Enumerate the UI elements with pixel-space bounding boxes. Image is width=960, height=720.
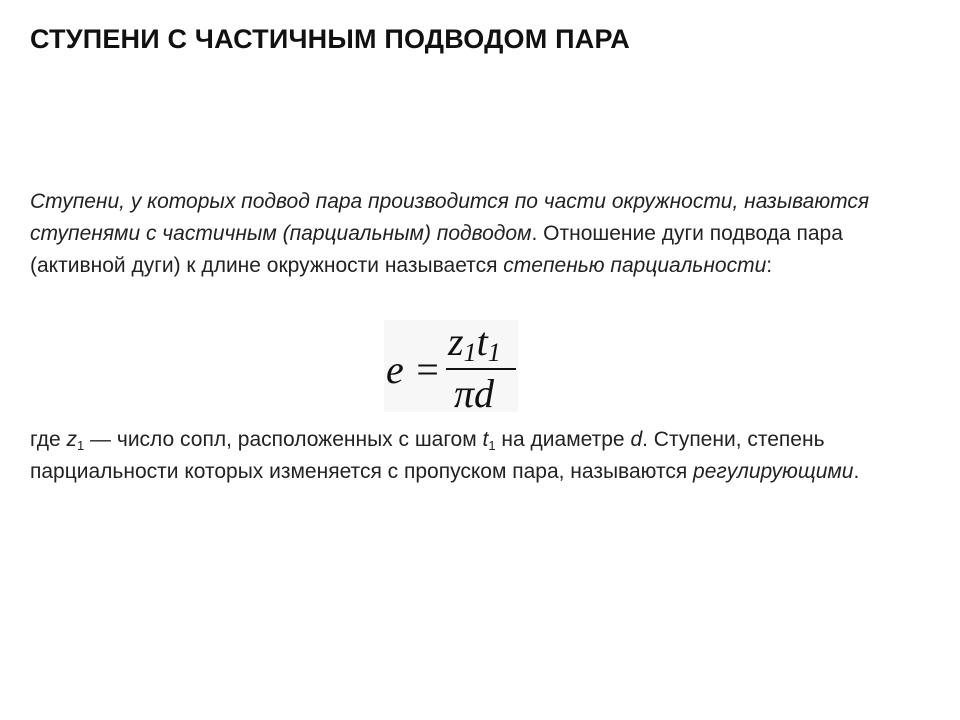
explanation-text-1: где: [30, 428, 67, 451]
definition-colon: :: [766, 254, 773, 277]
formula-num-z-sub: 1: [463, 338, 477, 367]
explanation-text-4: . Ступени, степень парциальности которых изменяется с пропуском пара, называются: [30, 428, 825, 483]
explanation-text-5: .: [853, 460, 860, 483]
definition-period: .: [531, 222, 538, 245]
formula-num-t-sub: 1: [487, 338, 501, 367]
formula-numerator: [448, 319, 501, 367]
formula-num-z: z: [448, 319, 464, 364]
formula-denominator: πd: [454, 371, 495, 416]
page-title: СТУПЕНИ С ЧАСТИЧНЫМ ПОДВОДОМ ПАРА: [30, 24, 630, 54]
formula-lhs: e =: [386, 347, 441, 392]
formula-fraction-bar: [446, 368, 516, 370]
var-t-sub: 1: [488, 438, 496, 453]
explanation-paragraph: [30, 424, 910, 488]
definition-paragraph: [30, 186, 910, 282]
var-z-sub: 1: [76, 438, 85, 453]
regulating-term: регулирующими: [693, 460, 854, 483]
explanation-text-3: на диаметре: [495, 428, 631, 451]
ratio-description-text: Отношение дуги подвода пара (активной дуги) к длине окружности называется: [30, 222, 843, 277]
var-d: d: [630, 428, 643, 451]
explanation-text-2: — число сопл, расположенных с шагом: [84, 428, 483, 451]
formula-num-t: t: [476, 319, 488, 364]
var-t: t: [482, 428, 489, 451]
partiality-formula: [384, 319, 518, 416]
definition-italic-text: Ступени, у которых подвод пара производится по части окружности, называются ступенями с частичным (парциальным) подводом: [30, 190, 870, 245]
var-z: z: [66, 428, 77, 451]
partiality-term: степенью парциальности: [503, 254, 767, 277]
